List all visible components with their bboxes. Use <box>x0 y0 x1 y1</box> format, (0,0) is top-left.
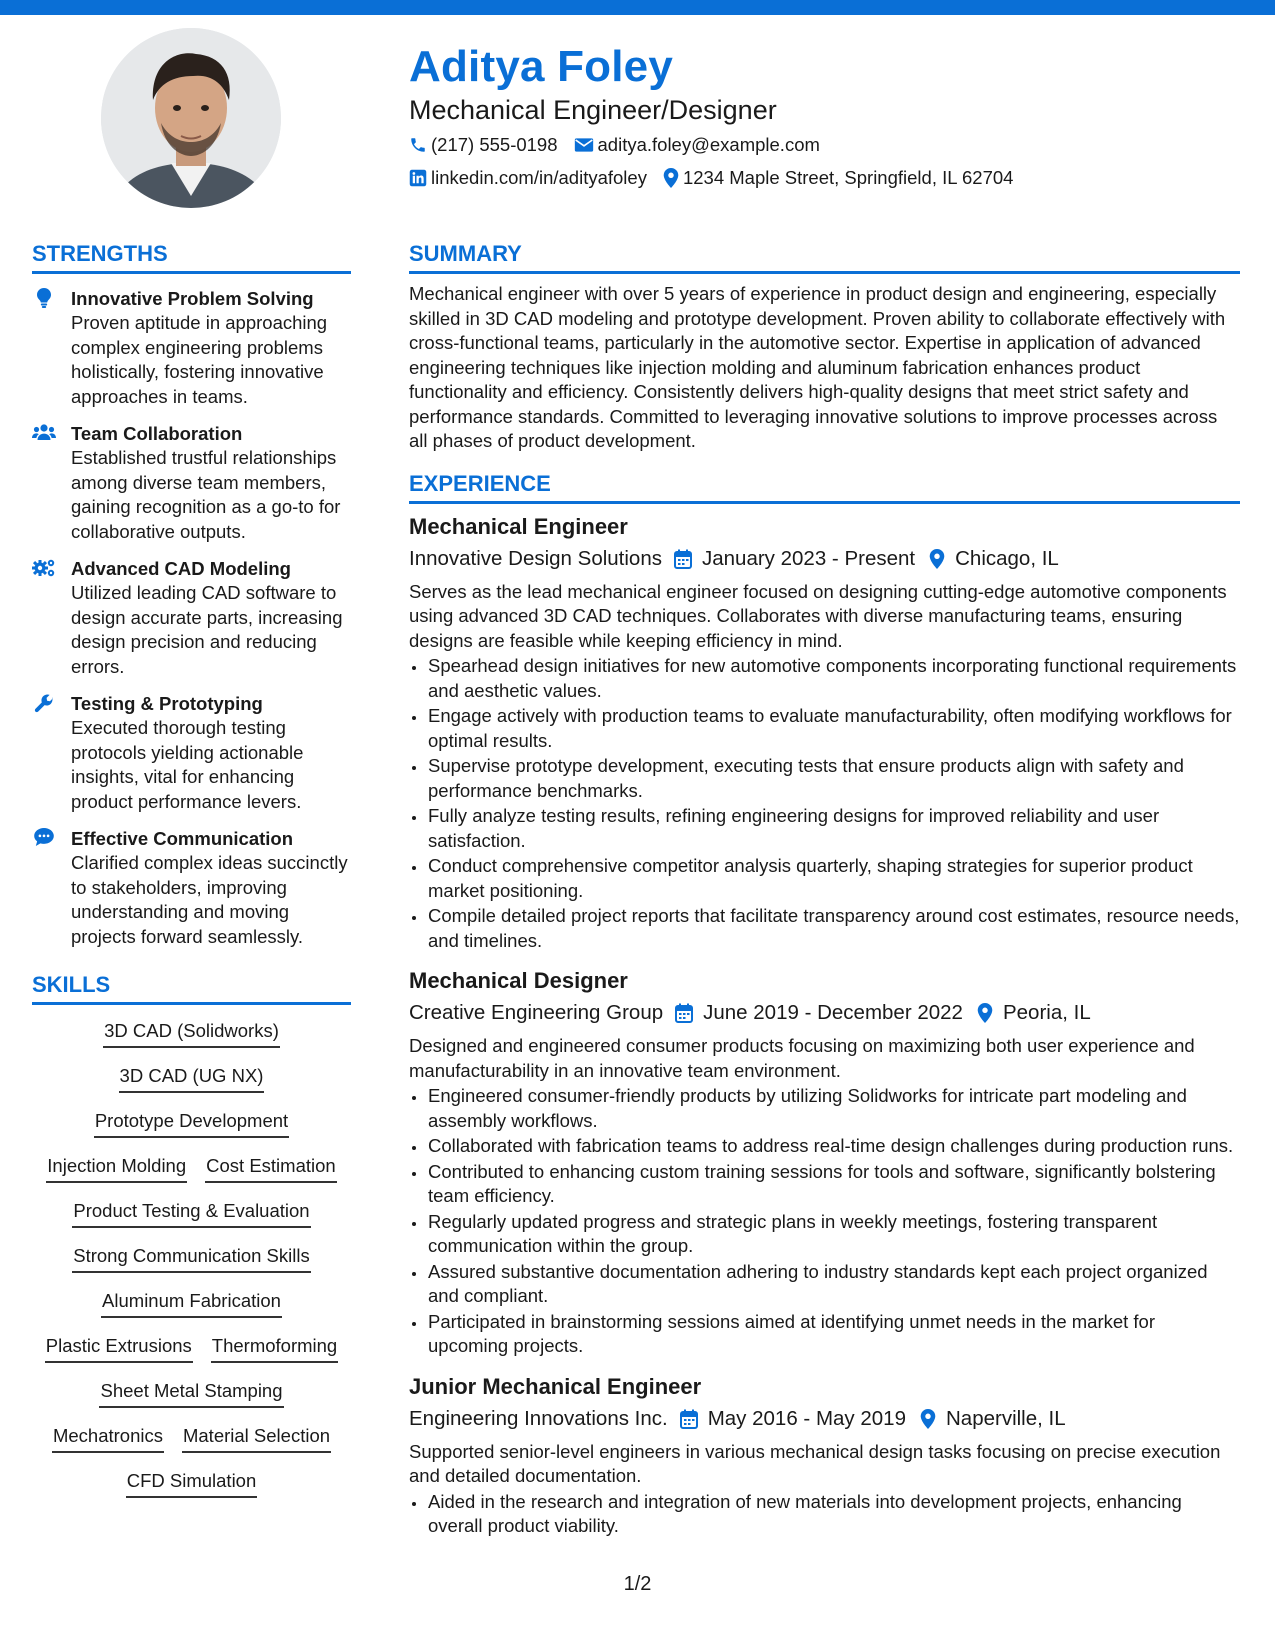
skill-row <box>63 1199 319 1244</box>
job-bullet: • Fully analyze testing results, refining engineering designs for improved reliability and user satisfaction. <box>427 804 1240 853</box>
skill-tag: Aluminum Fabrication <box>101 1289 282 1318</box>
lightbulb-icon <box>32 288 56 310</box>
skill-row <box>85 1109 298 1154</box>
job-bullets <box>409 654 1240 953</box>
linkedin-url[interactable]: linkedin.com/in/adityafoley <box>431 167 647 188</box>
experience-heading: EXPERIENCE <box>409 471 1240 504</box>
top-accent-bar <box>0 0 1275 15</box>
strength-title: Effective Communication <box>71 828 294 849</box>
job-title: Mechanical Engineer <box>409 513 628 539</box>
job-bullet: • Spearhead design initiatives for new automotive components incorporating functional requirements and aesthetic values. <box>427 654 1240 703</box>
job-location: Chicago, IL <box>955 546 1059 570</box>
skill-row <box>117 1469 267 1514</box>
strength-description: Proven aptitude in approaching complex engineering problems holistically, fostering innovative approaches in teams. <box>71 312 328 407</box>
map-pin-icon <box>977 1003 993 1023</box>
strength-item <box>32 692 351 814</box>
company-name: Creative Engineering Group <box>409 1001 664 1024</box>
skill-tag: 3D CAD (UG NX) <box>119 1064 265 1093</box>
candidate-title: Mechanical Engineer/Designer <box>409 95 777 125</box>
skill-tag: Product Testing & Evaluation <box>72 1199 310 1228</box>
calendar-icon <box>675 1003 693 1023</box>
skills-list <box>32 1019 351 1514</box>
profile-photo <box>101 28 281 208</box>
strength-description: Clarified complex ideas succinctly to stakeholders, improving understanding and moving projects forward seamlessly. <box>71 852 348 947</box>
job-bullet: • Assured substantive documentation adhering to industry standards kept each project organized and compliant. <box>427 1260 1240 1309</box>
comment-icon <box>32 828 56 850</box>
skill-tag: Strong Communication Skills <box>72 1244 310 1273</box>
email-address[interactable]: aditya.foley@example.com <box>597 134 820 155</box>
skill-row <box>90 1379 292 1424</box>
job-bullet: • Engineered consumer-friendly products by utilizing Solidworks for intricate part modeling and assembly workflows. <box>427 1084 1240 1133</box>
job-entry <box>409 967 1240 1359</box>
phone-number[interactable]: (217) 555-0198 <box>431 134 558 155</box>
address-contact <box>663 167 1013 189</box>
job-bullets <box>409 1084 1240 1359</box>
summary-heading: SUMMARY <box>409 241 1240 274</box>
skills-heading: SKILLS <box>32 972 351 1005</box>
summary-text: Mechanical engineer with over 5 years of experience in product design and engineering, especially skilled in 3D CAD modeling and prototype development. Proven ability to collaborate effectively with cross-functional teams, particularly in the automotive sector. Expertise in application of advanced engineering techniques like injection molding and aluminum fabrication enhances product functionality and efficiency. Consistently delivers high-quality designs that meet strict safety and performance standards. Committed to leveraging innovative solutions to improve processes across all phases of product development. <box>409 283 1226 451</box>
company-name: Engineering Innovations Inc. <box>409 1406 668 1430</box>
skill-row <box>110 1064 274 1109</box>
gears-icon <box>32 558 56 580</box>
map-pin-icon <box>920 1409 936 1429</box>
skill-tag: 3D CAD (Solidworks) <box>103 1019 280 1048</box>
job-title: Mechanical Designer <box>409 968 628 993</box>
skill-tag: Thermoforming <box>211 1334 338 1363</box>
skill-tag: Mechatronics <box>52 1424 164 1453</box>
contact-row-2 <box>409 167 1029 189</box>
job-bullet: • Regularly updated progress and strategic plans in weekly meetings, fostering transparent communication within the group. <box>427 1210 1240 1259</box>
linkedin-icon <box>409 169 427 187</box>
job-bullet: • Participated in brainstorming sessions aimed at identifying unmet needs in the market for upcoming projects. <box>427 1310 1240 1359</box>
job-bullets <box>409 1490 1240 1539</box>
skill-tag: Sheet Metal Stamping <box>99 1379 283 1408</box>
job-bullet: • Aided in the research and integration of new materials into development projects, enhancing overall product viability. <box>427 1490 1240 1539</box>
map-pin-icon <box>663 168 679 188</box>
strength-title: Innovative Problem Solving <box>71 288 314 309</box>
skill-row <box>63 1244 319 1289</box>
job-entry <box>409 1373 1240 1539</box>
calendar-icon <box>674 549 692 569</box>
map-pin-icon <box>929 549 945 569</box>
job-bullet: • Contributed to enhancing custom training sessions for tools and software, significantly bolstering team efficiency. <box>427 1160 1240 1209</box>
wrench-icon <box>32 693 56 715</box>
skill-row <box>37 1154 345 1199</box>
users-icon <box>32 423 56 445</box>
strength-title: Advanced CAD Modeling <box>71 558 291 579</box>
skill-tag: Cost Estimation <box>205 1154 337 1183</box>
strength-item <box>32 557 351 679</box>
street-address: 1234 Maple Street, Springfield, IL 62704 <box>682 167 1014 188</box>
strengths-heading: STRENGTHS <box>32 241 351 274</box>
strength-item <box>32 422 351 544</box>
job-bullet: • Supervise prototype development, executing tests that ensure products align with safety and performance benchmarks. <box>427 754 1240 803</box>
page-number: 1/2 <box>623 1573 652 1595</box>
strength-description: Utilized leading CAD software to design accurate parts, increasing design precision and reducing errors. <box>71 582 343 677</box>
job-meta <box>409 998 1240 1028</box>
job-description: Supported senior-level engineers in various mechanical design tasks focusing on precise execution and detailed documentation. <box>409 1440 1221 1486</box>
strength-title: Team Collaboration <box>71 423 243 444</box>
left-column <box>32 241 351 1514</box>
strength-description: Established trustful relationships among diverse team members, gaining recognition as a go-to for collaborative outputs. <box>71 447 341 542</box>
skill-tag: Plastic Extrusions <box>45 1334 193 1363</box>
strength-description: Executed thorough testing protocols yielding actionable insights, vital for enhancing product performance levers. <box>71 717 304 812</box>
job-bullet: • Collaborated with fabrication teams to address real-time design challenges during production runs. <box>427 1134 1240 1159</box>
right-column <box>409 241 1240 1539</box>
job-bullet: • Engage actively with production teams to evaluate manufacturability, often modifying workflows for optimal results. <box>427 704 1240 753</box>
job-location: Naperville, IL <box>945 1406 1066 1430</box>
company-name: Innovative Design Solutions <box>409 546 662 570</box>
skill-row <box>94 1019 289 1064</box>
skill-row <box>36 1334 347 1379</box>
strength-item <box>32 827 351 949</box>
skill-row <box>92 1289 291 1334</box>
job-dates: June 2019 - December 2022 <box>703 1001 963 1024</box>
job-meta <box>409 1404 1240 1434</box>
strength-title: Testing & Prototyping <box>71 693 263 714</box>
job-bullet: • Compile detailed project reports that facilitate transparency around cost estimates, resource needs, and timelines. <box>427 904 1240 953</box>
skill-tag: Material Selection <box>182 1424 331 1453</box>
skill-tag: CFD Simulation <box>126 1469 258 1498</box>
skill-tag: Prototype Development <box>94 1109 289 1138</box>
job-dates: May 2016 - May 2019 <box>707 1406 906 1430</box>
candidate-name: Aditya Foley <box>409 42 674 91</box>
strength-item <box>32 287 351 409</box>
job-title: Junior Mechanical Engineer <box>409 1373 702 1399</box>
job-dates: January 2023 - Present <box>702 546 916 570</box>
phone-contact <box>409 134 558 156</box>
job-entry <box>409 513 1240 954</box>
contact-row-1 <box>409 134 836 156</box>
job-meta <box>409 544 1240 574</box>
email-contact <box>574 134 820 156</box>
skill-tag: Injection Molding <box>46 1154 187 1183</box>
calendar-icon <box>680 1409 698 1429</box>
linkedin-contact <box>409 167 647 189</box>
job-location: Peoria, IL <box>1002 1001 1091 1024</box>
job-bullet: • Conduct comprehensive competitor analysis quarterly, shaping strategies for superior product market positioning. <box>427 854 1240 903</box>
skill-row <box>43 1424 340 1469</box>
job-description: Designed and engineered consumer products focusing on maximizing both user experience and manufacturability in an innovative team environment. <box>409 1035 1195 1081</box>
envelope-icon <box>574 137 594 153</box>
job-description: Serves as the lead mechanical engineer focused on designing cutting-edge automotive components using advanced 3D CAD techniques. Collaborates with diverse manufacturing teams, ensuring designs are feasible while keeping efficiency in mind. <box>409 580 1227 651</box>
phone-icon <box>409 136 427 154</box>
